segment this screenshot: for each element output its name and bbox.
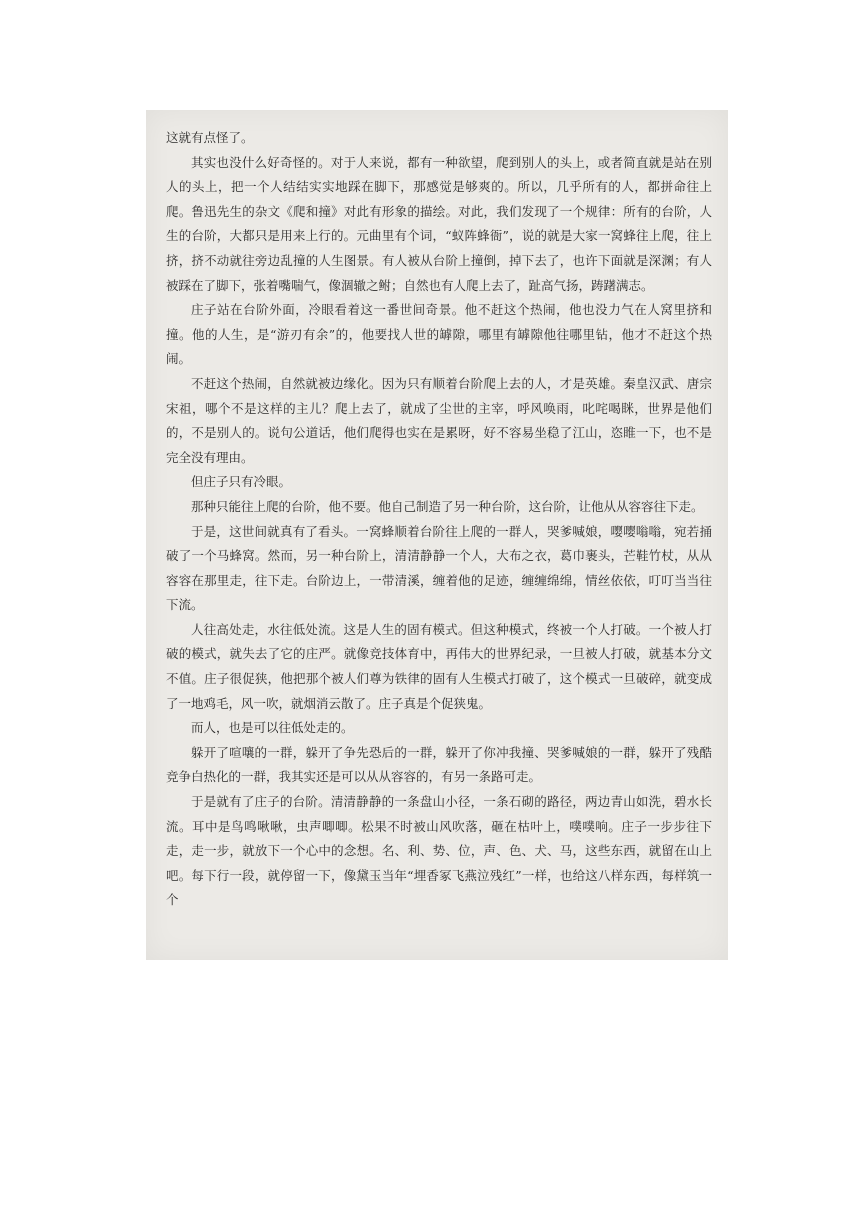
paragraph: 庄子站在台阶外面，冷眼看着这一番世间奇景。他不赶这个热闹，他也没力气在人窝里挤和撞。他的人生，是“游刃有余”的，他要找人世的罅隙，哪里有罅隙他往哪里钻，他才不赶这个热闹。 [166,302,712,367]
paragraph: 其实也没什么好奇怪的。对于人来说，都有一种欲望，爬到别人的头上，或者简直就是站在别人的头上，把一个人结结实实地踩在脚下，那感觉是够爽的。所以，几乎所有的人，都拼命往上爬。鲁迅先生的杂文《爬和撞》对此有形象的描绘。对此，我们发现了一个规律：所有的台阶，人生的台阶，大都只是用来上行的。元曲里有个词，“蚁阵蜂衙”，说的就是大家一窝蜂往上爬，往上挤，挤不动就往旁边乱撞的人生图景。有人被从台阶上撞倒，掉下去了，也许下面就是深渊；有人被踩在了脚下，张着嘴喘气，像涸辙之鲋；自然也有人爬上去了，趾高气扬，踌躇满志。 [166,154,712,293]
paragraph: 这就有点怪了。 [166,130,254,145]
paragraph: 那种只能往上爬的台阶，他不要。他自己制造了另一种台阶，这台阶，让他从从容容往下走。 [191,498,704,514]
paragraph: 于是，这世间就真有了看头。一窝蜂顺着台阶往上爬的一群人，哭爹喊娘，嘤嘤嗡嗡，宛若捅破了一个马蜂窝。然而，另一种台阶上，清清静静一个人，大布之衣，葛巾裹头，芒鞋竹杖，从从容容在那里走，往下走。台阶边上，一带清溪，缠着他的足迹，缠缠绵绵，情丝依依，叮叮当当往下流。 [166,523,712,613]
paragraph: 而人，也是可以往低处走的。 [191,720,354,736]
paragraph: 但庄子只有冷眼。 [191,474,292,490]
paragraph: 不赶这个热闹，自然就被边缘化。因为只有顺着台阶爬上去的人，才是英雄。秦皇汉武、唐宗宋祖，哪个不是这样的主儿？爬上去了，就成了尘世的主宰，呼风唤雨，叱咤喝眯，世界是他们的，不是别人的。说句公道话，他们爬得也实在是累呀，好不容易坐稳了江山，恣睢一下，也不是完全没有理由。 [166,375,712,465]
body-text [166,126,712,913]
paragraph: 躲开了喧嚷的一群，躲开了争先恐后的一群，躲开了你冲我撞、哭爹喊娘的一群，躲开了残酷竞争白热化的一群，我其实还是可以从从容容的，有另一条路可走。 [166,744,712,785]
paragraph: 人往高处走，水往低处流。这是人生的固有模式。但这种模式，终被一个人打破。一个被人打破的模式，就失去了它的庄严。就像竞技体育中，再伟大的世界纪录，一旦被人打破，就基本分文不值。庄子很促狭，他把那个被人们尊为铁律的固有人生模式打破了，这个模式一旦破碎，就变成了一地鸡毛，风一吹，就烟消云散了。庄子真是个促狭鬼。 [166,621,712,711]
paragraph: 于是就有了庄子的台阶。清清静静的一条盘山小径，一条石砌的路径，两边青山如洗，碧水长流。耳中是鸟鸣啾啾，虫声唧唧。松果不时被山风吹落，砸在枯叶上，噗噗响。庄子一步步往下走，走一步，就放下一个心中的念想。名、利、势、位，声、色、犬、马，这些东西，就留在山上吧。每下行一段，就停留一下，像黛玉当年“埋香冢飞燕泣残红”一样，也给这八样东西，每样筑一个 [166,794,712,908]
scanned-page [146,110,728,960]
